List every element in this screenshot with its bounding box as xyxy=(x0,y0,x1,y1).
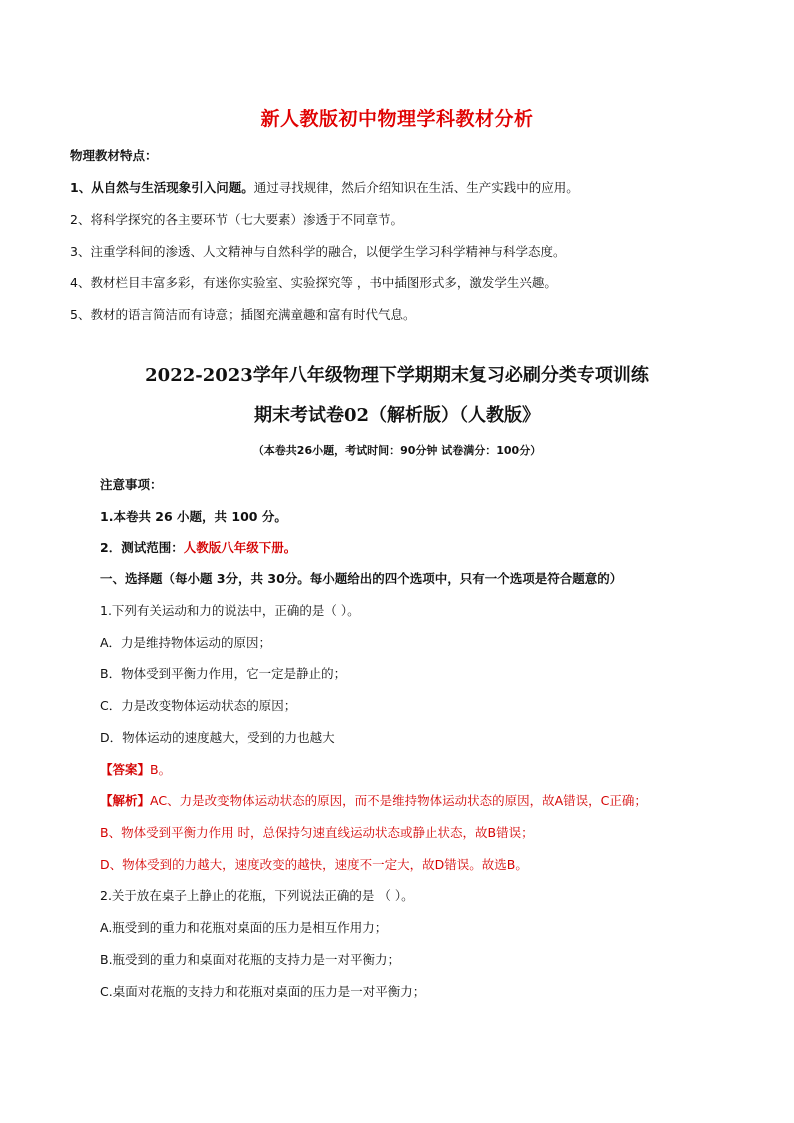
feature-text: 通过寻找规律，然后介绍知识在生活、生产实践中的应用。 xyxy=(253,180,579,195)
question-option: A．力是维持物体运动的原因； xyxy=(100,635,272,650)
answer-value: B。 xyxy=(150,762,172,777)
answer-line xyxy=(100,760,171,778)
feature-item xyxy=(70,273,557,291)
note-2 xyxy=(100,538,296,556)
analysis-line: D、物体受到的力越大，速度改变的越快，速度不一定大，故D错误。故选B。 xyxy=(100,857,528,872)
exam-title-line2: 期末考试卷02（解析版）（人教版》 xyxy=(253,405,541,426)
question-option: C．力是改变物体运动状态的原因； xyxy=(100,698,297,713)
question-stem: 2.关于放在桌子上静止的花瓶，下列说法正确的是 （ ）。 xyxy=(100,888,414,903)
question-option: D．物体运动的速度越大，受到的力也越大 xyxy=(100,730,335,745)
features-heading: 物理教材特点： xyxy=(70,148,158,163)
feature-text: 3、注重学科间的渗透、人文精神与自然科学的融合，以便学生学习科学精神与科学态度。 xyxy=(70,244,566,259)
note-2-value: 人教版八年级下册。 xyxy=(183,540,297,555)
feature-text: 4、教材栏目丰富多彩，有迷你实验室、实验探究等 ，书中插图形式多，激发学生兴趣。 xyxy=(70,275,557,290)
analysis-title: 新人教版初中物理学科教材分析 xyxy=(260,108,534,130)
feature-item xyxy=(70,178,579,196)
feature-lead: 1、从自然与生活现象引入问题。 xyxy=(70,180,254,195)
feature-text: 2、将科学探究的各主要环节（七大要素）渗透于不同章节。 xyxy=(70,212,403,227)
question-option: A.瓶受到的重力和花瓶对桌面的压力是相互作用力； xyxy=(100,920,388,935)
feature-item xyxy=(70,242,565,260)
question-stem: 1.下列有关运动和力的说法中，正确的是（ ）。 xyxy=(100,603,360,618)
analysis-text: AC、力是改变物体运动状态的原因，而不是维持物体运动状态的原因，故A错误，C正确； xyxy=(150,793,647,808)
section-heading: 一、选择题（每小题 3分，共 30分。每小题给出的四个选项中，只有一个选项是符合题意的） xyxy=(100,571,623,586)
note-2-label: 2．测试范围： xyxy=(100,540,184,555)
notes-heading: 注意事项： xyxy=(100,477,163,492)
analysis-line xyxy=(100,791,647,809)
analysis-label: 【解析】 xyxy=(100,793,151,808)
question-option: B.瓶受到的重力和桌面对花瓶的支持力是一对平衡力； xyxy=(100,952,401,967)
question-option: C.桌面对花瓶的支持力和花瓶对桌面的压力是一对平衡力； xyxy=(100,984,426,999)
question-option: B．物体受到平衡力作用，它一定是静止的； xyxy=(100,666,347,681)
exam-title-line1: 2022-2023学年八年级物理下学期期末复习必刷分类专项训练 xyxy=(145,365,649,386)
feature-item xyxy=(70,305,415,323)
analysis-line: B、物体受到平衡力作用 时，总保持匀速直线运动状态或静止状态，故B错误； xyxy=(100,825,534,840)
note-1: 1.本卷共 26 小题，共 100 分。 xyxy=(100,509,287,524)
answer-label: 【答案】 xyxy=(100,762,151,777)
feature-item xyxy=(70,210,403,228)
feature-text: 5、教材的语言简洁而有诗意；插图充满童趣和富有时代气息。 xyxy=(70,307,416,322)
exam-info: （本卷共26小题，考试时间：90分钟 试卷满分：100分） xyxy=(252,444,542,457)
